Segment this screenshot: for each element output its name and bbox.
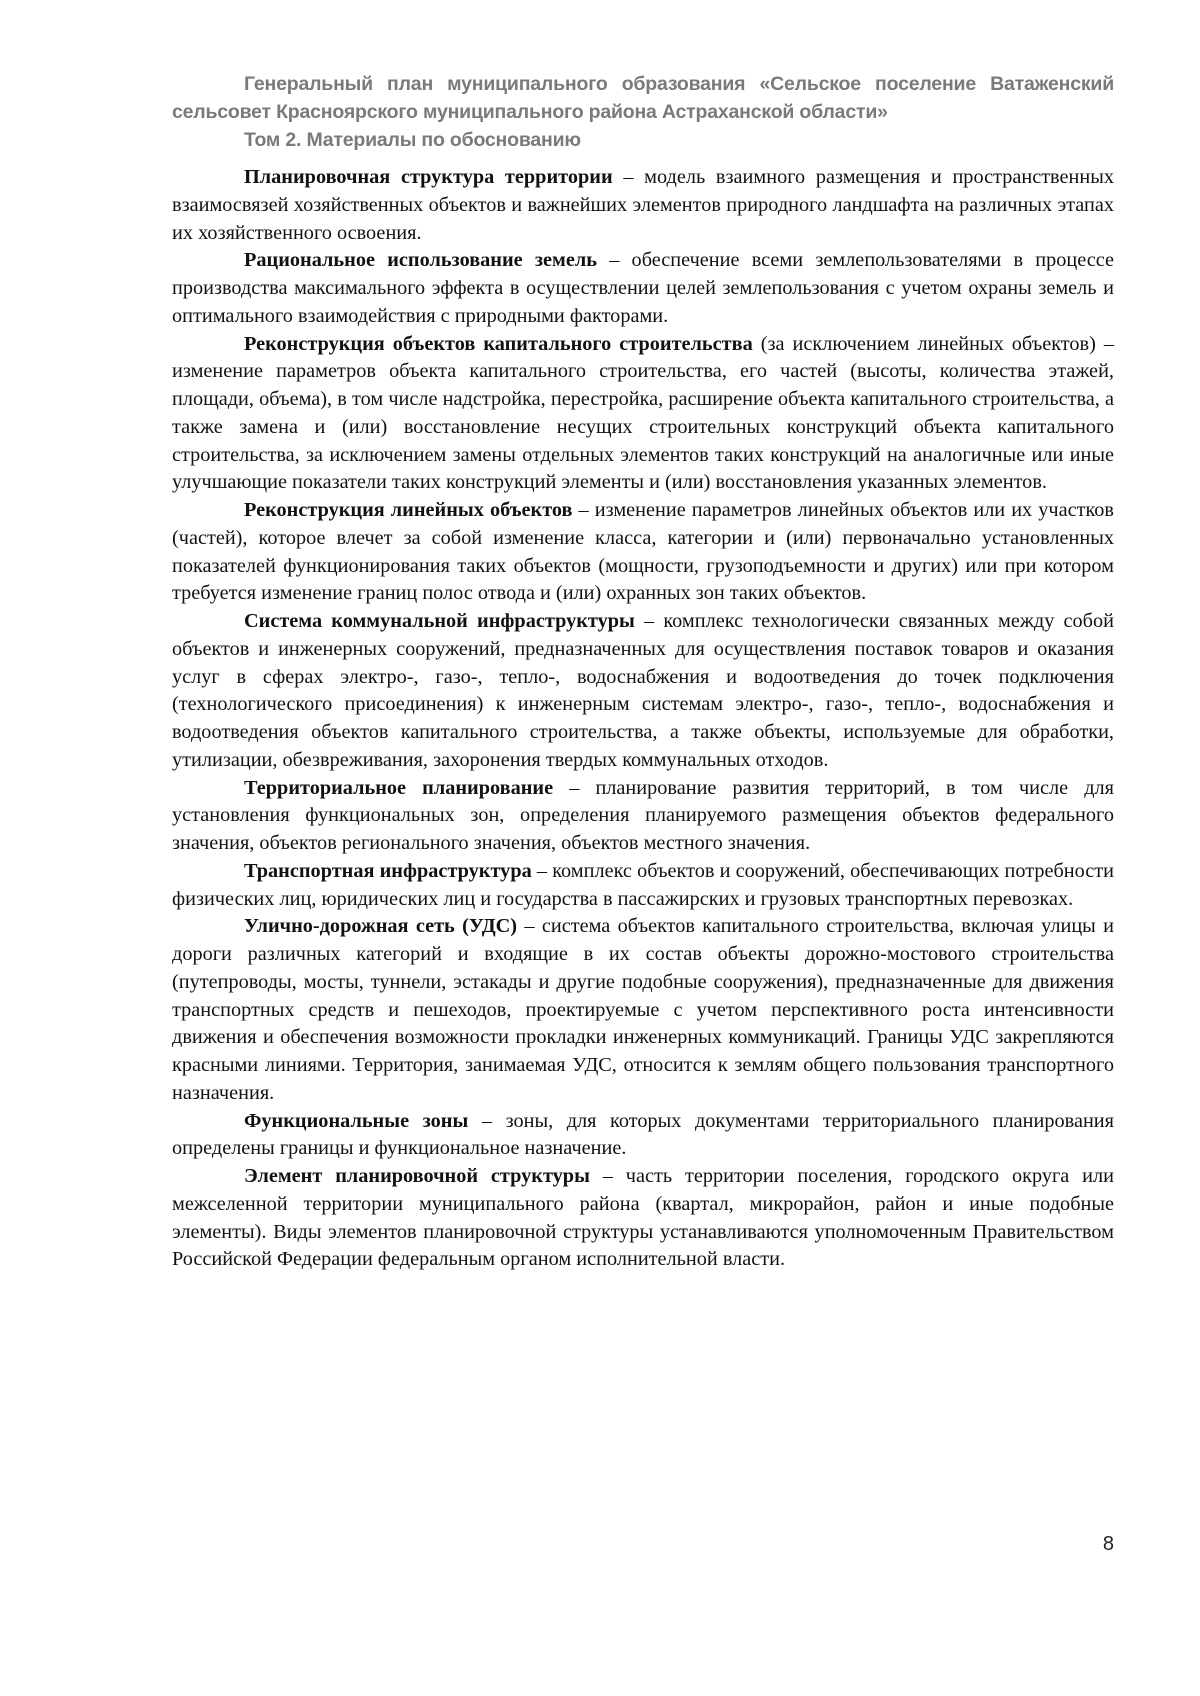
definition-term: Транспортная инфраструктура [244,859,532,882]
definition-term: Улично-дорожная сеть (УДС) [244,915,518,938]
definition-text: – модель взаимного размещения и пространственных взаимосвязей хозяйственных объектов и важнейших элементов природного ландшафта на различных этапах их хозяйственного освоения. [172,166,1114,244]
definition-paragraph [172,1163,1114,1274]
definition-paragraph [172,331,1114,498]
definition-text: (за исключением линейных объектов) – изменение параметров объекта капитального строительства, его частей (высоты, количества этажей, площади, объема), в том числе надстройка, перестройка, расширение объекта капитального строительства, а также замена и (или) восстановление несущих строительных конструкций объекта капитального строительства, за исключением замены отдельных элементов таких конструкций на аналогичные или иные улучшающие показатели таких конструкций элементы и (или) восстановления указанных элементов. [172,332,1114,494]
definition-term: Элемент планировочной структуры [244,1165,590,1187]
definition-text: – обеспечение всеми землепользователями в процессе производства максимального эффекта в осуществлении целей землепользования с учетом охраны земель и оптимального взаимодействия с природными факторами. [172,249,1114,327]
definition-paragraph [172,497,1114,608]
definition-term: Функциональные зоны [244,1109,469,1132]
definition-term: Планировочная структура территории [244,166,613,188]
definition-term: Рациональное использование земель [244,249,597,272]
definition-text: – комплекс технологически связанных между собой объектов и инженерных сооружений, предназначенных для осуществления поставок товаров и оказания услуг в сферах электро-, газо-, тепло-, водоснабжения и водоотведения до точек подключения (технологического присоединения) к инженерным системам электро-, газо-, тепло-, водоснабжения и водоотведения объектов капитального строительства, а также объекты, используемые для обработки, утилизации, обезвреживания, захоронения твердых коммунальных отходов. [172,610,1114,771]
header-title-line-2: сельсовет Красноярского муниципального района Астраханской области» [172,101,888,123]
definition-paragraph [172,1108,1114,1164]
definition-text: – система объектов капитального строительства, включая улицы и дороги различных категорий и входящие в их состав объекты дорожно-мостового строительства (путепроводы, мосты, туннели, эстакады и другие подобные сооружения), предназначенные для движения транспортных средств и пешеходов, проектируемые с учетом перспективного роста интенсивности движения и обеспечения возможности прокладки инженерных коммуникаций. Границы УДС закрепляются красными линиями. Территория, занимаемая УДС, относится к землям общего пользования транспортного назначения. [172,915,1114,1104]
page-number: 8 [1102,1533,1114,1555]
definition-paragraph [172,775,1114,858]
definition-term: Территориальное планирование [244,776,554,799]
definitions-list [172,164,1114,1274]
definition-paragraph [172,164,1114,247]
header-title-line-1: Генеральный план муниципального образования «Сельское поселение Ватаженский [244,73,1114,95]
definition-text: – зоны, для которых документами территориального планирования определены границы и функциональное назначение. [172,1109,1114,1160]
definition-term: Система коммунальной инфраструктуры [244,610,635,632]
definition-paragraph [172,913,1114,1107]
definition-term: Реконструкция линейных объектов [244,499,573,521]
document-header [172,70,1114,154]
definition-text: – планирование развития территорий, в том числе для установления функциональных зон, определения планируемого размещения объектов федерального значения, объектов регионального значения, объектов местного значения. [172,776,1114,854]
definition-text: – изменение параметров линейных объектов или их участков (частей), которое влечет за собой изменение класса, категории и (или) первоначально установленных показателей функционирования таких объектов (мощности, грузоподъемности и других) или при котором требуется изменение границ полос отвода и (или) охранных зон таких объектов. [172,499,1114,605]
definition-paragraph [172,858,1114,914]
header-volume: Том 2. Материалы по обоснованию [244,129,581,151]
definition-paragraph [172,247,1114,330]
definition-term: Реконструкция объектов капитального строительства [244,332,753,355]
definition-text: – комплекс объектов и сооружений, обеспечивающих потребности физических лиц, юридических лиц и государства в пассажирских и грузовых транспортных перевозках. [172,859,1114,910]
definition-text: – часть территории поселения, городского округа или межселенной территории муниципального района (квартал, микрорайон, район и иные подобные элементы). Виды элементов планировочной структуры устанавливаются уполномоченным Правительством Российской Федерации федеральным органом исполнительной власти. [172,1165,1114,1271]
definition-paragraph [172,608,1114,775]
